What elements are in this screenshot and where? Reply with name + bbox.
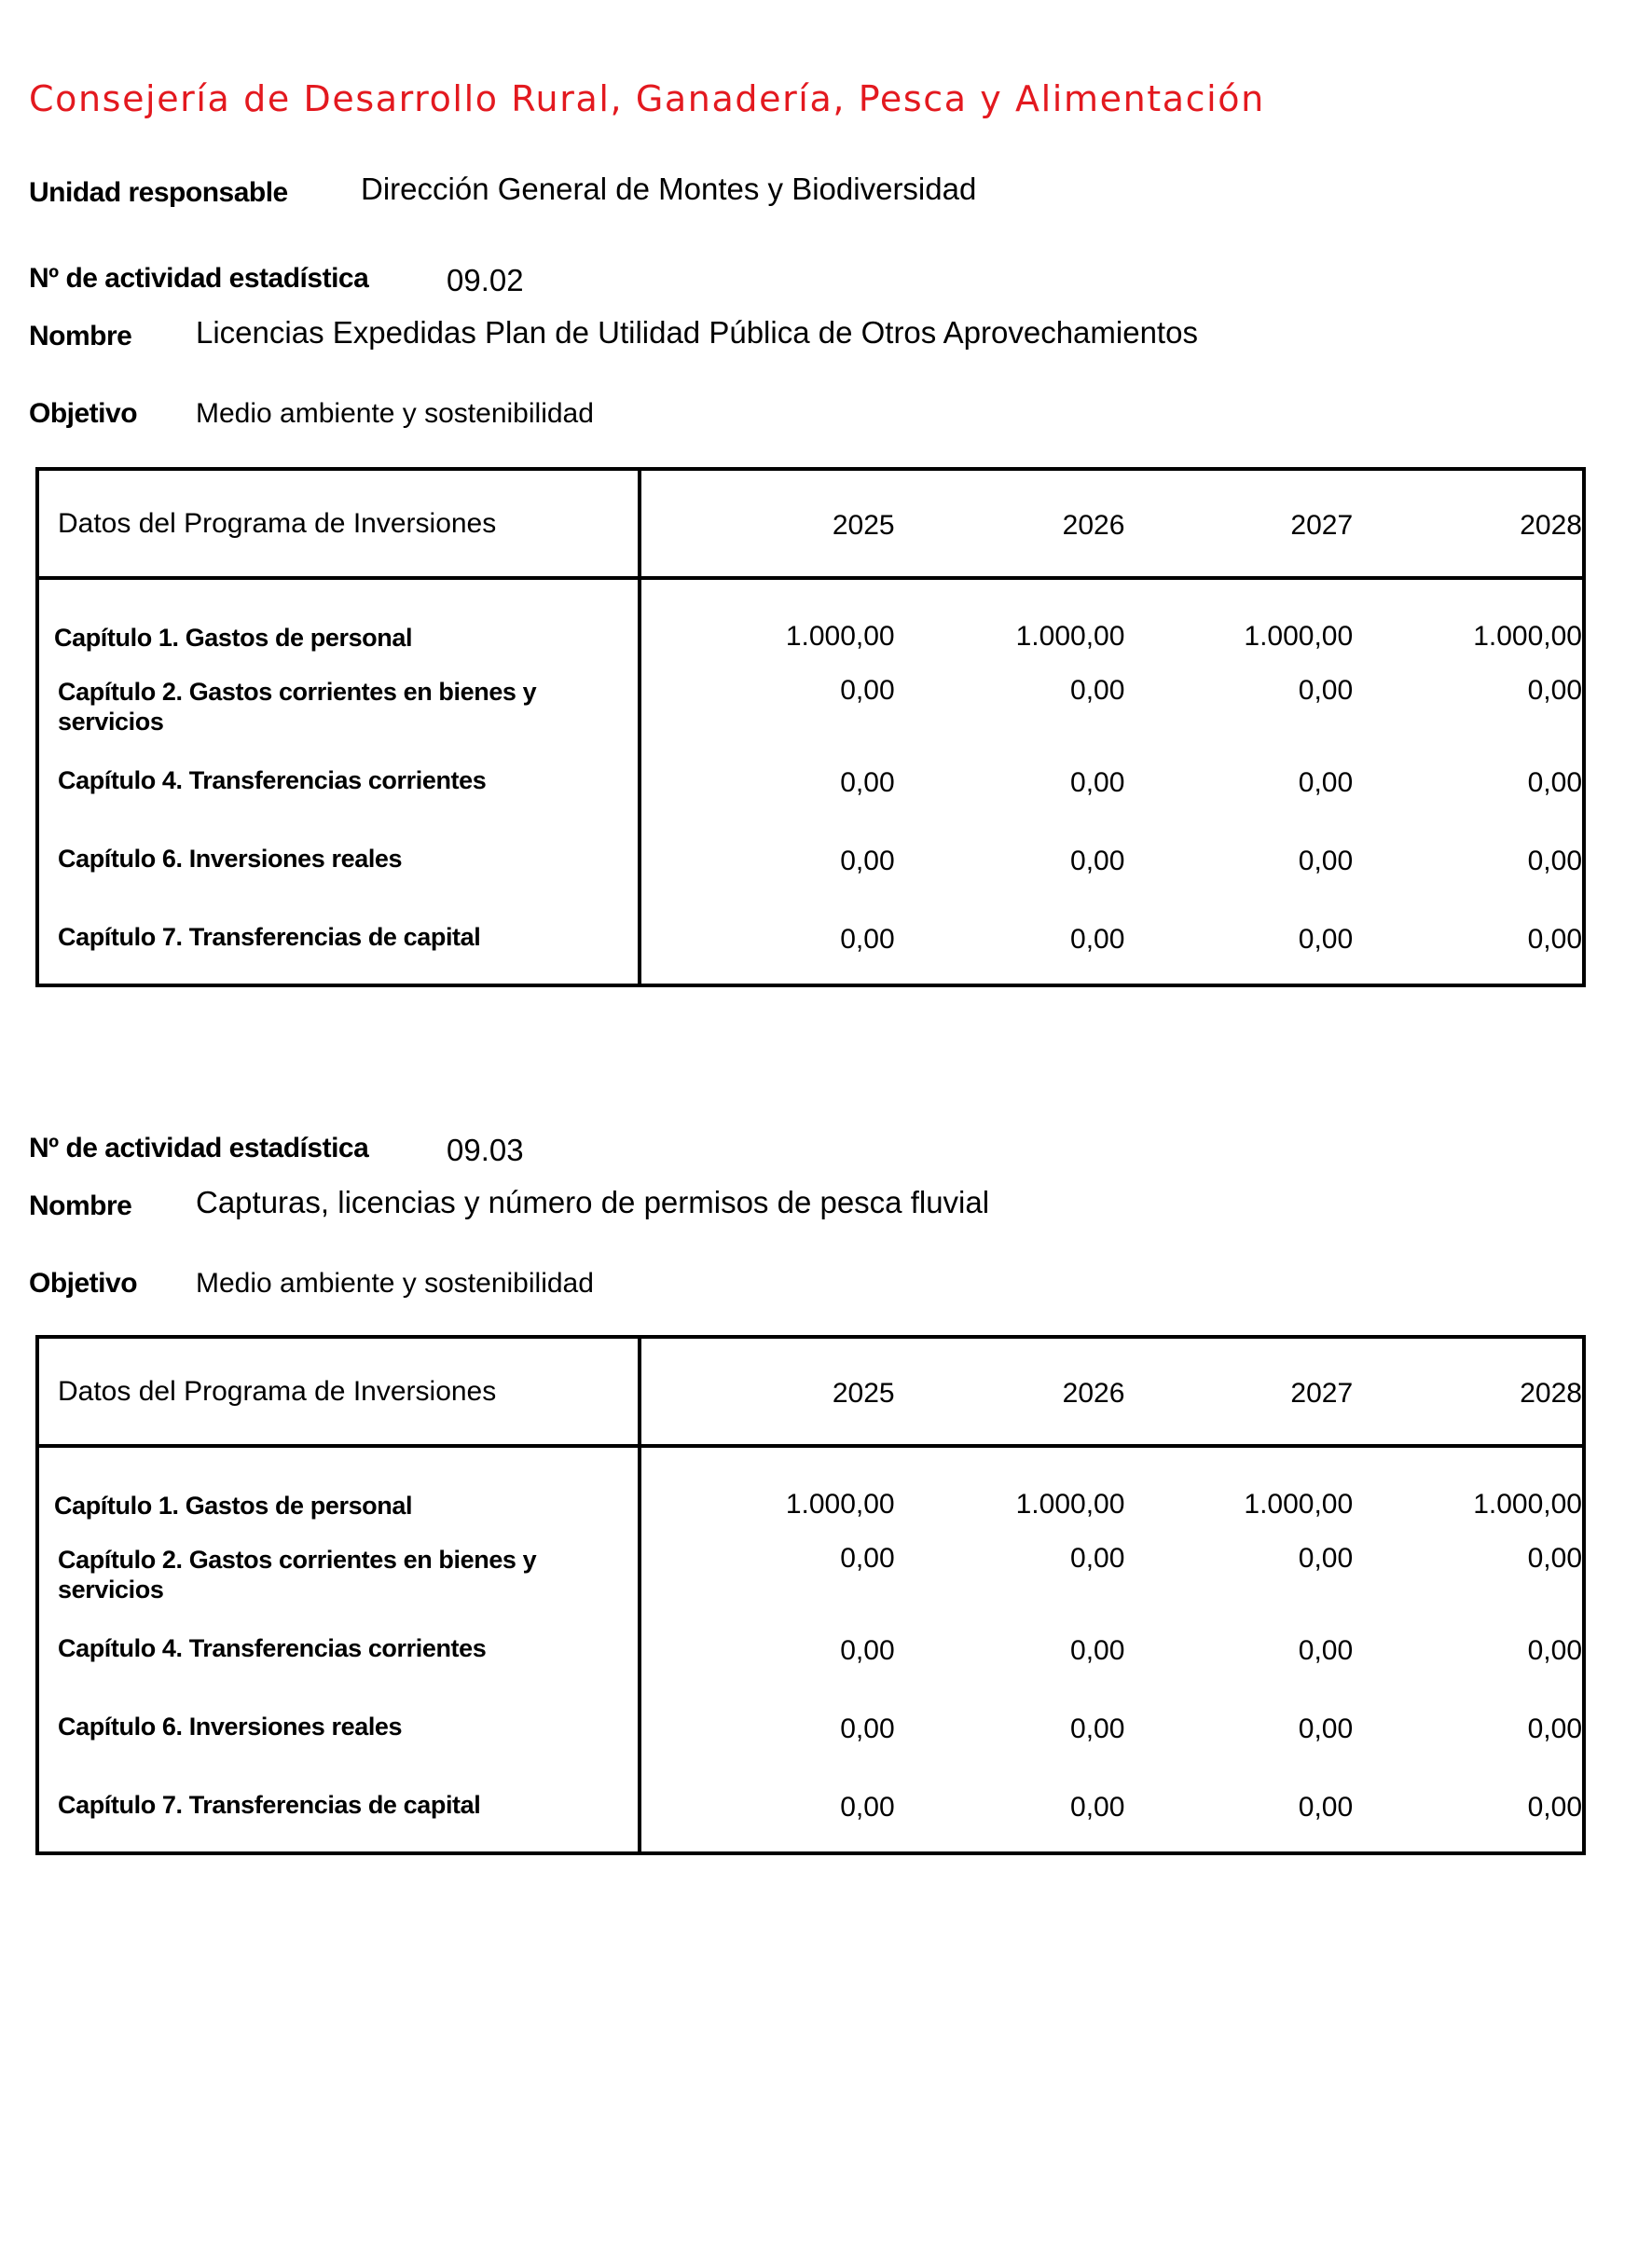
table-row xyxy=(37,1446,1584,1522)
row-label: Capítulo 6. Inversiones reales xyxy=(37,1693,640,1771)
cell-value: 0,00 xyxy=(1298,675,1354,706)
actividad-number: 09.03 xyxy=(447,1133,524,1167)
row-label: Capítulo 1. Gastos de personal xyxy=(37,1446,640,1522)
row-label xyxy=(37,1522,640,1615)
cell-value: 0,00 xyxy=(1527,1635,1582,1666)
objetivo-label: Objetivo xyxy=(29,1268,138,1299)
investment-table xyxy=(35,467,1586,987)
row-label-line2: servicios xyxy=(58,708,164,736)
year-header: 2027 xyxy=(1124,469,1353,578)
row-label: Capítulo 7. Transferencias de capital xyxy=(37,1771,640,1853)
cell-value: 0,00 xyxy=(1298,846,1354,876)
cell-value: 0,00 xyxy=(1070,924,1125,955)
cell-value: 0,00 xyxy=(1070,1792,1125,1823)
table-header-label: Datos del Programa de Inversiones xyxy=(37,1337,640,1446)
cell-value: 1.000,00 xyxy=(1244,621,1354,652)
table-row xyxy=(37,825,1584,903)
nombre-value: Licencias Expedidas Plan de Utilidad Pública de Otros Aprovechamientos xyxy=(196,315,1198,350)
cell-value: 0,00 xyxy=(840,846,895,876)
objetivo-label: Objetivo xyxy=(29,398,138,429)
year-header: 2028 xyxy=(1353,469,1584,578)
objetivo-value: Medio ambiente y sostenibilidad xyxy=(196,1268,594,1299)
objetivo-value: Medio ambiente y sostenibilidad xyxy=(196,398,594,429)
cell-value: 0,00 xyxy=(1070,767,1125,798)
year-header: 2025 xyxy=(640,1337,895,1446)
row-label: Capítulo 4. Transferencias corrientes xyxy=(37,747,640,825)
cell-value: 1.000,00 xyxy=(1015,1489,1125,1520)
year-header: 2027 xyxy=(1124,1337,1353,1446)
cell-value: 0,00 xyxy=(1070,1713,1125,1744)
table-header-label: Datos del Programa de Inversiones xyxy=(37,469,640,578)
unidad-label: Unidad responsable xyxy=(29,177,288,208)
cell-value: 0,00 xyxy=(840,1543,895,1574)
cell-value: 0,00 xyxy=(840,924,895,955)
cell-value: 0,00 xyxy=(1298,1635,1354,1666)
cell-value: 0,00 xyxy=(1298,1543,1354,1574)
cell-value: 0,00 xyxy=(1070,846,1125,876)
row-label: Capítulo 4. Transferencias corrientes xyxy=(37,1615,640,1693)
year-header: 2026 xyxy=(895,469,1125,578)
table-row xyxy=(37,1522,1584,1615)
cell-value: 0,00 xyxy=(1527,1543,1582,1574)
row-label: Capítulo 1. Gastos de personal xyxy=(37,578,640,654)
page-title: Consejería de Desarrollo Rural, Ganadería, Pesca y Alimentación xyxy=(29,78,1265,119)
cell-value: 1.000,00 xyxy=(1015,621,1125,652)
table-row xyxy=(37,747,1584,825)
cell-value: 1.000,00 xyxy=(1473,621,1582,652)
row-label xyxy=(37,654,640,747)
nombre-label: Nombre xyxy=(29,321,132,351)
table-row xyxy=(37,578,1584,654)
cell-value: 1.000,00 xyxy=(1244,1489,1354,1520)
year-header: 2028 xyxy=(1353,1337,1584,1446)
cell-value: 1.000,00 xyxy=(785,1489,895,1520)
actividad-label: Nº de actividad estadística xyxy=(29,1133,369,1163)
unidad-value: Dirección General de Montes y Biodiversidad xyxy=(361,172,977,206)
table-row xyxy=(37,1615,1584,1693)
cell-value: 0,00 xyxy=(840,1792,895,1823)
actividad-number: 09.02 xyxy=(447,263,524,297)
cell-value: 0,00 xyxy=(1527,846,1582,876)
row-label-line1: Capítulo 2. Gastos corrientes en bienes y xyxy=(58,678,537,706)
cell-value: 0,00 xyxy=(1070,1543,1125,1574)
table-row xyxy=(37,1693,1584,1771)
cell-value: 0,00 xyxy=(1527,1713,1582,1744)
row-label: Capítulo 7. Transferencias de capital xyxy=(37,903,640,985)
cell-value: 0,00 xyxy=(840,1713,895,1744)
table-row xyxy=(37,903,1584,985)
row-label-line2: servicios xyxy=(58,1576,164,1603)
cell-value: 0,00 xyxy=(840,767,895,798)
cell-value: 0,00 xyxy=(1527,1792,1582,1823)
cell-value: 1.000,00 xyxy=(785,621,895,652)
table-row xyxy=(37,654,1584,747)
row-label: Capítulo 6. Inversiones reales xyxy=(37,825,640,903)
table-header-row xyxy=(37,1337,1584,1446)
nombre-value: Capturas, licencias y número de permisos de pesca fluvial xyxy=(196,1185,990,1219)
cell-value: 0,00 xyxy=(1298,1792,1354,1823)
year-header: 2026 xyxy=(895,1337,1125,1446)
cell-value: 0,00 xyxy=(1070,675,1125,706)
nombre-label: Nombre xyxy=(29,1190,132,1221)
year-header: 2025 xyxy=(640,469,895,578)
cell-value: 0,00 xyxy=(1298,924,1354,955)
cell-value: 0,00 xyxy=(1527,675,1582,706)
actividad-label: Nº de actividad estadística xyxy=(29,263,369,294)
cell-value: 0,00 xyxy=(1070,1635,1125,1666)
cell-value: 0,00 xyxy=(1527,924,1582,955)
cell-value: 1.000,00 xyxy=(1473,1489,1582,1520)
row-label-line1: Capítulo 2. Gastos corrientes en bienes y xyxy=(58,1546,537,1574)
investment-table xyxy=(35,1335,1586,1855)
cell-value: 0,00 xyxy=(840,675,895,706)
cell-value: 0,00 xyxy=(1298,1713,1354,1744)
table-row xyxy=(37,1771,1584,1853)
cell-value: 0,00 xyxy=(840,1635,895,1666)
cell-value: 0,00 xyxy=(1298,767,1354,798)
table-header-row xyxy=(37,469,1584,578)
cell-value: 0,00 xyxy=(1527,767,1582,798)
